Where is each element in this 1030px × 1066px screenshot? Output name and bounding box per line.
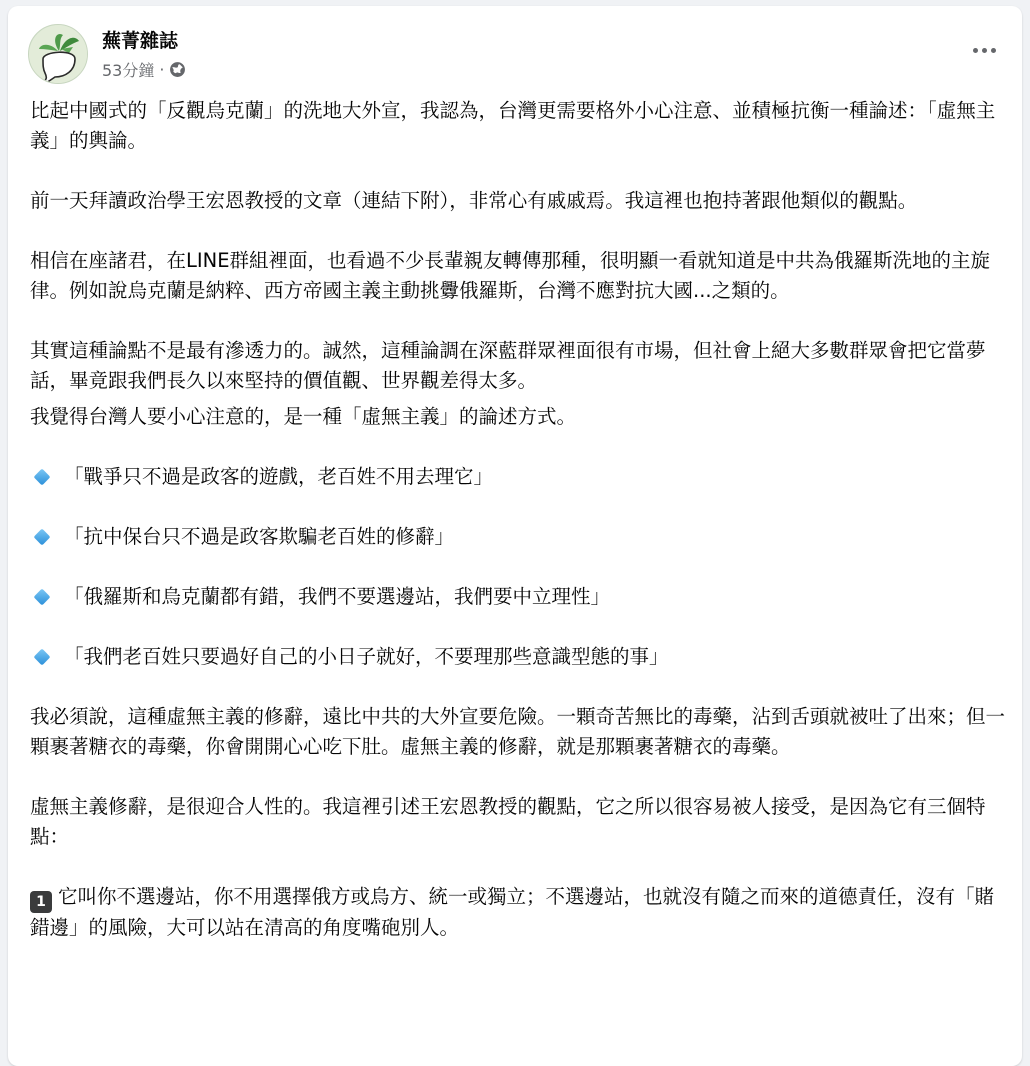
page-name[interactable]: 蕪菁雜誌 bbox=[102, 30, 179, 52]
paragraph-1: 比起中國式的「反觀烏克蘭」的洗地大外宣，我認為，台灣更需要格外小心注意、並積極抗衡一種論述：「虛無主義」的輿論。 bbox=[30, 99, 996, 152]
bullet-text: 「戰爭只不過是政客的遊戲，老百姓不用去理它」 bbox=[64, 465, 494, 488]
post-time[interactable]: 53分鐘 bbox=[102, 61, 155, 80]
list-item bbox=[30, 462, 1005, 492]
paragraph-2: 前一天拜讀政治學王宏恩教授的文章（連結下附），非常心有戚戚焉。我這裡也抱持著跟他類似的觀點。 bbox=[30, 189, 918, 212]
turnip-logo-icon bbox=[29, 25, 88, 84]
list-item bbox=[30, 642, 1005, 672]
numbered-item-text: 它叫你不選邊站，你不用選擇俄方或烏方、統一或獨立；不選邊站，也就沒有隨之而來的道德責任，沒有「賭錯邊」的風險，大可以站在清高的角度嘴砲別人。 bbox=[30, 885, 995, 939]
post-header bbox=[8, 6, 1022, 94]
bullet-text: 「抗中保台只不過是政客欺騙老百姓的修辭」 bbox=[64, 525, 455, 548]
paragraph-3: 相信在座諸君，在LINE群組裡面，也看過不少長輩親友轉傳那種，很明顯一看就知道是中共為俄羅斯洗地的主旋律。例如說烏克蘭是納粹、西方帝國主義主動挑釁俄羅斯，台灣不應對抗大國...之類的。 bbox=[30, 249, 991, 302]
post-card bbox=[8, 6, 1022, 1066]
blue-diamond-icon bbox=[34, 649, 51, 666]
blue-diamond-icon bbox=[34, 589, 51, 606]
blue-diamond-icon bbox=[34, 529, 51, 546]
more-options-icon bbox=[973, 48, 978, 53]
page-avatar[interactable] bbox=[28, 24, 88, 84]
paragraph-4: 其實這種論點不是最有滲透力的。誠然，這種論調在深藍群眾裡面很有市場，但社會上絕大多數群眾會把它當夢話，畢竟跟我們長久以來堅持的價值觀、世界觀差得太多。 bbox=[30, 339, 986, 392]
paragraph-7: 虛無主義修辭，是很迎合人性的。我這裡引述王宏恩教授的觀點，它之所以很容易被人接受，是因為它有三個特點： bbox=[30, 795, 986, 848]
blue-diamond-icon bbox=[34, 469, 51, 486]
more-options-button[interactable] bbox=[964, 36, 1004, 64]
bullet-text: 「我們老百姓只要過好自己的小日子就好，不要理那些意識型態的事」 bbox=[64, 645, 669, 668]
paragraph-6: 我必須說，這種虛無主義的修辭，遠比中共的大外宣要危險。一顆奇苦無比的毒藥，沾到舌頭就被吐了出來；但一顆裹著糖衣的毒藥，你會開開心心吃下肚。虛無主義的修辭，就是那顆裹著糖衣的毒藥。 bbox=[30, 705, 1006, 758]
post-body bbox=[30, 96, 1005, 943]
post-meta bbox=[102, 58, 186, 81]
list-item bbox=[30, 522, 1005, 552]
numbered-item-1 bbox=[30, 882, 1005, 943]
bullet-text: 「俄羅斯和烏克蘭都有錯，我們不要選邊站，我們要中立理性」 bbox=[64, 585, 611, 608]
list-item bbox=[30, 582, 1005, 612]
keycap-one-icon: 1 bbox=[30, 891, 52, 913]
meta-separator: · bbox=[159, 60, 165, 79]
globe-icon[interactable] bbox=[169, 61, 186, 78]
paragraph-5: 我覺得台灣人要小心注意的，是一種「虛無主義」的論述方式。 bbox=[30, 405, 577, 428]
